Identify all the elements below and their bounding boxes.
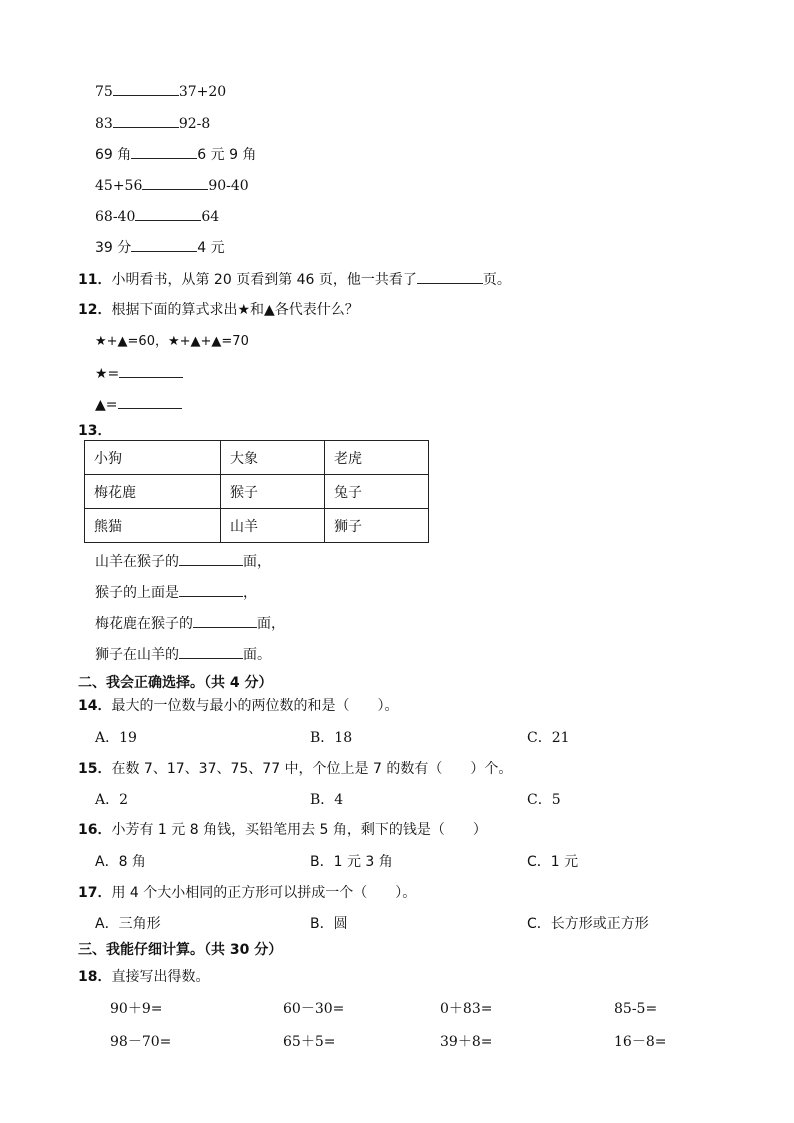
calc-item: 65＋5= bbox=[283, 1034, 336, 1050]
compare-row: 83 92-8 bbox=[95, 116, 211, 132]
option-a[interactable]: A．2 bbox=[95, 792, 129, 808]
question-number: 18． bbox=[78, 969, 112, 985]
animal-position-table bbox=[84, 440, 429, 543]
option-c[interactable]: C．5 bbox=[527, 792, 561, 808]
option-b[interactable]: B．1 元 3 角 bbox=[310, 854, 393, 870]
calc-item: 85-5= bbox=[614, 1001, 658, 1017]
answer-blank[interactable] bbox=[193, 614, 257, 628]
table-cell: 熊猫 bbox=[85, 509, 221, 543]
table-row bbox=[85, 509, 429, 543]
question-17: 17．用 4 个大小相同的正方形可以拼成一个（ ）。 bbox=[78, 885, 417, 901]
question-11: 11．小明看书，从第 20 页看到第 46 页，他一共看了 页。 bbox=[78, 272, 511, 288]
answer-blank[interactable] bbox=[113, 82, 179, 96]
answer-blank[interactable] bbox=[131, 145, 197, 159]
question-number: 14． bbox=[78, 698, 112, 714]
answer-blank[interactable] bbox=[417, 270, 483, 284]
compare-row: 75 37+20 bbox=[95, 84, 227, 100]
equations: ★+▲=60，★+▲+▲=70 bbox=[95, 334, 249, 349]
answer-blank[interactable] bbox=[119, 364, 183, 378]
table-row bbox=[85, 441, 429, 475]
option-a[interactable]: A．8 角 bbox=[95, 854, 146, 870]
option-c[interactable]: C．21 bbox=[527, 730, 570, 746]
compare-row: 39 分 4 元 bbox=[95, 240, 225, 256]
option-a[interactable]: A．19 bbox=[95, 730, 137, 746]
option-b[interactable]: B．18 bbox=[310, 730, 353, 746]
question-12: 12．根据下面的算式求出★和▲各代表什么？ bbox=[78, 302, 359, 318]
calc-item: 39＋8= bbox=[440, 1034, 493, 1050]
option-c[interactable]: C．1 元 bbox=[527, 854, 579, 870]
compare-row: 68-40 64 bbox=[95, 209, 220, 225]
compare-row: 69 角 6 元 9 角 bbox=[95, 147, 257, 163]
option-b[interactable]: B．4 bbox=[310, 792, 344, 808]
table-cell: 老虎 bbox=[325, 441, 429, 475]
star-answer: ★= bbox=[95, 364, 183, 383]
calc-item: 90＋9= bbox=[110, 1001, 163, 1017]
question-number: 17． bbox=[78, 885, 112, 901]
answer-blank[interactable] bbox=[131, 238, 197, 252]
question-13 bbox=[78, 422, 111, 440]
question-18: 18．直接写出得数。 bbox=[78, 969, 210, 985]
calc-item: 98－70= bbox=[110, 1034, 172, 1050]
question-number: 12． bbox=[78, 302, 112, 318]
question-16: 16．小芳有 1 元 8 角钱，买铅笔用去 5 角，剩下的钱是（ ） bbox=[78, 822, 487, 838]
question-number: 16． bbox=[78, 822, 112, 838]
position-fill: 狮子在山羊的 面。 bbox=[95, 647, 271, 663]
position-fill: 猴子的上面是 ， bbox=[95, 585, 257, 601]
calc-item: 16－8= bbox=[614, 1034, 667, 1050]
calc-item: 0＋83= bbox=[440, 1001, 493, 1017]
question-number: 15． bbox=[78, 761, 112, 777]
table-cell: 大象 bbox=[221, 441, 325, 475]
position-fill: 山羊在猴子的 面， bbox=[95, 554, 271, 570]
compare-row: 45+56 90-40 bbox=[95, 178, 249, 194]
answer-blank[interactable] bbox=[179, 645, 243, 659]
question-15: 15．在数 7、17、37、75、77 中，个位上是 7 的数有（ ）个。 bbox=[78, 761, 513, 777]
answer-blank[interactable] bbox=[113, 114, 179, 128]
section-heading: 二、我会正确选择。（共 4 分） bbox=[78, 675, 273, 691]
table-cell: 小狗 bbox=[85, 441, 221, 475]
answer-blank[interactable] bbox=[135, 207, 201, 221]
answer-blank[interactable] bbox=[179, 583, 243, 597]
triangle-answer: ▲= bbox=[95, 395, 182, 414]
option-b[interactable]: B．圆 bbox=[310, 916, 348, 932]
table-row bbox=[85, 475, 429, 509]
section-heading: 三、我能仔细计算。（共 30 分） bbox=[78, 942, 283, 958]
option-c[interactable]: C．长方形或正方形 bbox=[527, 916, 649, 932]
question-number: 11． bbox=[78, 272, 112, 288]
table-cell: 山羊 bbox=[221, 509, 325, 543]
answer-blank[interactable] bbox=[179, 552, 243, 566]
question-number: 13． bbox=[78, 423, 112, 439]
option-a[interactable]: A．三角形 bbox=[95, 916, 161, 932]
table-cell: 狮子 bbox=[325, 509, 429, 543]
table-cell: 梅花鹿 bbox=[85, 475, 221, 509]
position-fill: 梅花鹿在猴子的 面， bbox=[95, 616, 285, 632]
calc-item: 60－30= bbox=[283, 1001, 345, 1017]
question-14: 14．最大的一位数与最小的两位数的和是（ ）。 bbox=[78, 698, 399, 714]
answer-blank[interactable] bbox=[142, 176, 208, 190]
answer-blank[interactable] bbox=[118, 395, 182, 409]
table-cell: 猴子 bbox=[221, 475, 325, 509]
table-cell: 兔子 bbox=[325, 475, 429, 509]
